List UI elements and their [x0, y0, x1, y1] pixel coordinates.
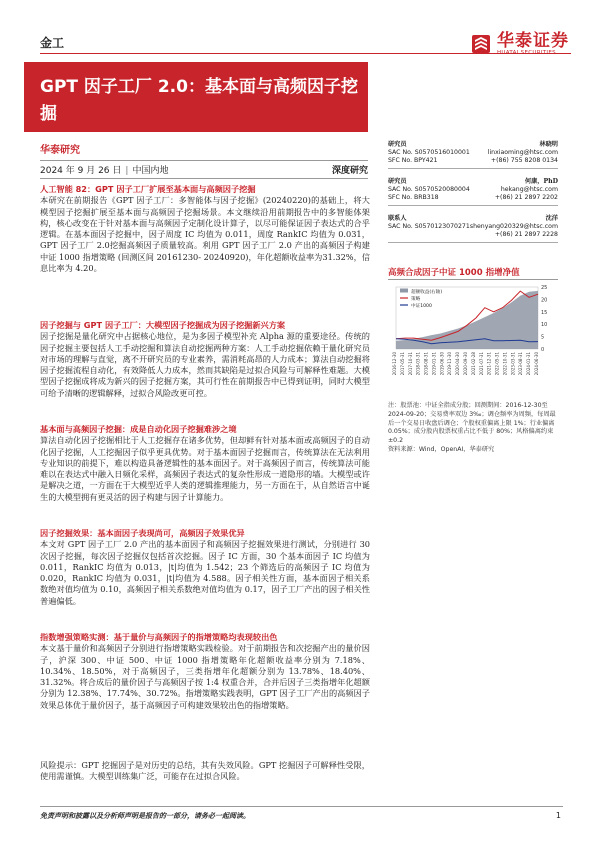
analyst-phone: +(86) 755 8208 0134: [490, 157, 558, 165]
y-tick-label: 0: [541, 347, 545, 353]
analyst-name: 何康，PhD: [524, 178, 558, 185]
y-tick-label: 10: [541, 322, 548, 329]
risk-warning: [40, 760, 370, 783]
research-kicker: 华泰研究: [40, 145, 80, 156]
analyst-sfc: SFC No. BPY421: [388, 157, 438, 165]
chart-source: 资料来源：Wind，OpenAI，华泰研究: [388, 445, 495, 453]
body-para-5: [40, 632, 370, 711]
legend-swatch: [400, 289, 408, 293]
x-tick-label: 2017-10-31: [407, 352, 413, 376]
body-para-2: [40, 320, 370, 399]
body-para-4: [40, 528, 370, 607]
x-tick-label: 2017-05-31: [399, 352, 405, 376]
x-tick-label: 2018-08-31: [423, 352, 429, 376]
x-tick-label: 2022-05-31: [494, 352, 500, 376]
analyst-phone: +(86) 21 2897 2228: [494, 231, 558, 239]
x-tick-label: 2020-09-30: [463, 352, 468, 376]
analyst-sac: SAC No. S0570520080004: [388, 186, 470, 194]
para-heading: 因子挖掘与 GPT 因子工厂：大模型因子挖掘成为因子挖掘新兴方案: [40, 320, 286, 330]
title-band: [24, 62, 368, 132]
y-tick-label: 20: [541, 297, 548, 304]
report-title: GPT 因子工厂 2.0：基本面与高频因子挖掘: [40, 77, 358, 124]
x-tick-label: 2019-06-30: [439, 352, 445, 376]
analyst-sac: SAC No. S0570123070271: [388, 223, 470, 231]
dateline: 2024 年 9 月 26 日 | 中国内地 深度研究: [40, 160, 368, 179]
x-tick-label: 2021-12-31: [486, 352, 492, 376]
para-text: 本研究在前期报告《GPT 因子工厂：多智能体与因子挖掘》(20240220)的基础上，将大模型因子挖掘扩展至基本面与高频因子挖掘场景。本文继续沿用前期报告中的多智能体架构，核心改变在于针对基本面与高频因子定制化设计算子，以尽可能保证因子表达式的合乎逻辑。在基本面因子挖掘中，因子周度 IC 均值为 0.011，周度 RankIC 均值为 0.031，GPT 因子工厂 2.0挖掘高频因子质量较高。利用 GPT 因子工厂 2.0 产出的高频因子构建中证 1000 指增策略 (回测区间 20161230- 20240920)，年化超额收益率为31.32%，信息比率为 4.20。: [40, 195, 370, 274]
nav-chart: [388, 281, 558, 395]
x-tick-label: 2024-01-31: [526, 352, 532, 376]
para-heading: 人工智能 82：GPT 因子工厂扩展至基本面与高频因子挖掘: [40, 184, 256, 194]
analyst-panel: [388, 141, 558, 259]
chart-note-text: 注：股票池：中证全指成分股；回测期间：2016-12-30至 2024-09-20；交易费率双边 3‰；调仓频率为周频，每周最后一个交易日收盘后调仓；个股权重偏离上限 1%；行业偏离 0.05%；成分股内股票权重占比不低于 80%；风格偏离约束±0.2: [388, 402, 556, 445]
chart-title: 高频合成因子中证 1000 指增净值: [388, 268, 520, 278]
report-type: 深度研究: [331, 166, 368, 176]
analyst-role: 联系人: [388, 215, 407, 222]
analyst-role: 研究员: [388, 141, 407, 148]
x-tick-label: 2016-12-30: [392, 352, 397, 376]
analyst-phone: +(86) 21 2897 2202: [494, 194, 558, 202]
x-tick-label: 2020-04-30: [455, 352, 461, 376]
legend-label: 中证1000: [411, 304, 432, 309]
x-tick-label: 2022-10-31: [502, 352, 508, 376]
analyst-role: 研究员: [388, 178, 407, 185]
huatai-logo-icon: [471, 34, 491, 54]
para-text: 本文基于量价和高频因子分别进行指增策略实践检验。对于前期报告和次挖掘产出的量价因子，沪深 300、中证 500、中证 1000 指增策略年化超额收益率分别为 7.18%、10.34%、18.50%，对于高频因子，三类指增年化超额分别为 13.78%、18.40%、31.32%。将合成后的量价因子与高频因子按 1:4 权重合并，合并后因子三类指增年化超额分别为 12.38%、17.74%、30.72%。指增策略实践表明，GPT 因子工厂产出的高频因子效果总体优于量价因子，基于高频因子可构建效果较出色的指增策略。: [40, 643, 370, 710]
logo-text-en: HUATAI SECURITIES: [497, 50, 556, 56]
analyst-email[interactable]: shenyang020329@htsc.com: [469, 223, 558, 231]
chart-notes: [388, 402, 558, 455]
analyst-card: [388, 215, 558, 243]
x-tick-label: 2024-06-30: [534, 352, 539, 376]
body-para-3: [40, 424, 370, 503]
legend-label: 策略: [411, 297, 421, 302]
para-text: 本文对 GPT 因子工厂 2.0 产出的基本面因子和高频因子挖掘效果进行测试，分别进行 30 次因子挖掘，每次因子挖掘仅包括首次挖掘。因子 IC 方面，30 个基本面因子 IC 均值为 0.011，RankIC 均值为 0.013，|t|均值为 1.542；23 个筛选后的高频因子 IC 均值为 0.020，RankIC 均值为 0.031，|t|均值为 4.588。因子相关性方面，基本面因子相关系数绝对值均值为 0.10，高频因子相关系数绝对值均值为 0.17，因子工厂产出的因子相关性普遍偏低。: [40, 539, 370, 606]
para-text: 算法自动化因子挖掘相比于人工挖掘存在诸多优势，但却鲜有针对基本面或高频因子的自动化因子挖掘，人工挖掘因子似乎更具优势。对于基本面因子挖掘而言，传统算法在无法利用专业知识的前提下，难以构造具备逻辑性的基本面因子。对于高频因子而言，传统算法可能难以在表达式中融入日频化采样，高频因子表达式的复杂性形成一道隐形的墙。大模型或许是解决之道，一方面在于大模型近乎人类的逻辑推理能力，另一方面在于，从自然语言中诞生的大模型拥有更灵活的因子构建与因子计算能力。: [40, 435, 370, 502]
y-tick-label: 5: [541, 334, 545, 341]
page-number: 1: [555, 811, 561, 820]
para-heading: 基本面与高频因子挖掘：成是自动化因子挖掘难涉之境: [40, 424, 237, 434]
para-heading: 指数增强策略实测：基于量价与高频因子的指增策略均表现较出色: [40, 632, 278, 642]
x-tick-label: 2023-08-31: [518, 352, 524, 376]
x-tick-label: 2023-03-31: [510, 352, 516, 376]
header-rule: [40, 53, 571, 54]
y-tick-label: 25: [541, 285, 548, 291]
report-region: 中国内地: [132, 166, 169, 176]
para-text: 风险提示：GPT 挖掘因子是对历史的总结，其有失效风险。GPT 挖掘因子可解释性受限，使用需谨慎。大模型训练集广泛，可能存在过拟合风险。: [40, 760, 370, 782]
analyst-email[interactable]: linxiaoming@htsc.com: [487, 149, 558, 157]
x-tick-label: 2021-02-28: [470, 352, 476, 376]
logo-text-cn: 华泰证券: [497, 31, 569, 51]
analyst-name: 林晓明: [539, 141, 558, 148]
analyst-sac: SAC No. S0570516010001: [388, 149, 470, 157]
legend-label: 超额收益(右轴): [411, 290, 443, 295]
nav-chart-svg: [388, 281, 558, 395]
disclaimer-footer: 免责声明和披露以及分析师声明是报告的一部分，请务必一起阅读。: [40, 811, 250, 820]
x-tick-label: 2021-07-31: [478, 352, 484, 376]
para-text: 因子挖掘是量化研究中占据核心地位，是为多因子模型补充 Alpha 源的重要途径。传统的因子挖掘主要包括人工手动挖掘和算法自动挖掘两种方案：人工手动挖掘依赖于量化研究员对市场的理解与直觉，离不开研究员的专业素养，需消耗高昂的人力成本；算法自动挖掘将因子挖掘流程自动化，有效降低人力成本，然而其缺陷是过拟合风险与可解释性难题。大模型因子挖掘成将成为新兴的因子挖掘方案，其可行性在前期报告中已得到证明，同时大模型可给予清晰的逻辑解释，过拟合风险改更可控。: [40, 331, 370, 398]
analyst-email[interactable]: hekang@htsc.com: [500, 186, 558, 194]
analyst-sfc: SFC No. BRB318: [388, 194, 439, 202]
report-date: 2024 年 9 月 26 日: [40, 166, 122, 176]
para-heading: 因子挖掘效果：基本面因子表现尚可，高频因子效果优异: [40, 528, 245, 538]
analyst-card: [388, 141, 558, 169]
x-tick-label: 2019-01-31: [431, 352, 437, 376]
x-tick-label: 2018-03-31: [415, 352, 421, 376]
footer-rule: [40, 806, 563, 807]
y-tick-label: 15: [541, 309, 548, 316]
analyst-card: [388, 178, 558, 206]
body-para-1: [40, 184, 370, 274]
analyst-name: 沈洋: [545, 215, 558, 222]
section-label: 金工: [40, 36, 65, 50]
chart-title-rule: [388, 279, 558, 280]
x-tick-label: 2019-11-30: [447, 352, 453, 376]
